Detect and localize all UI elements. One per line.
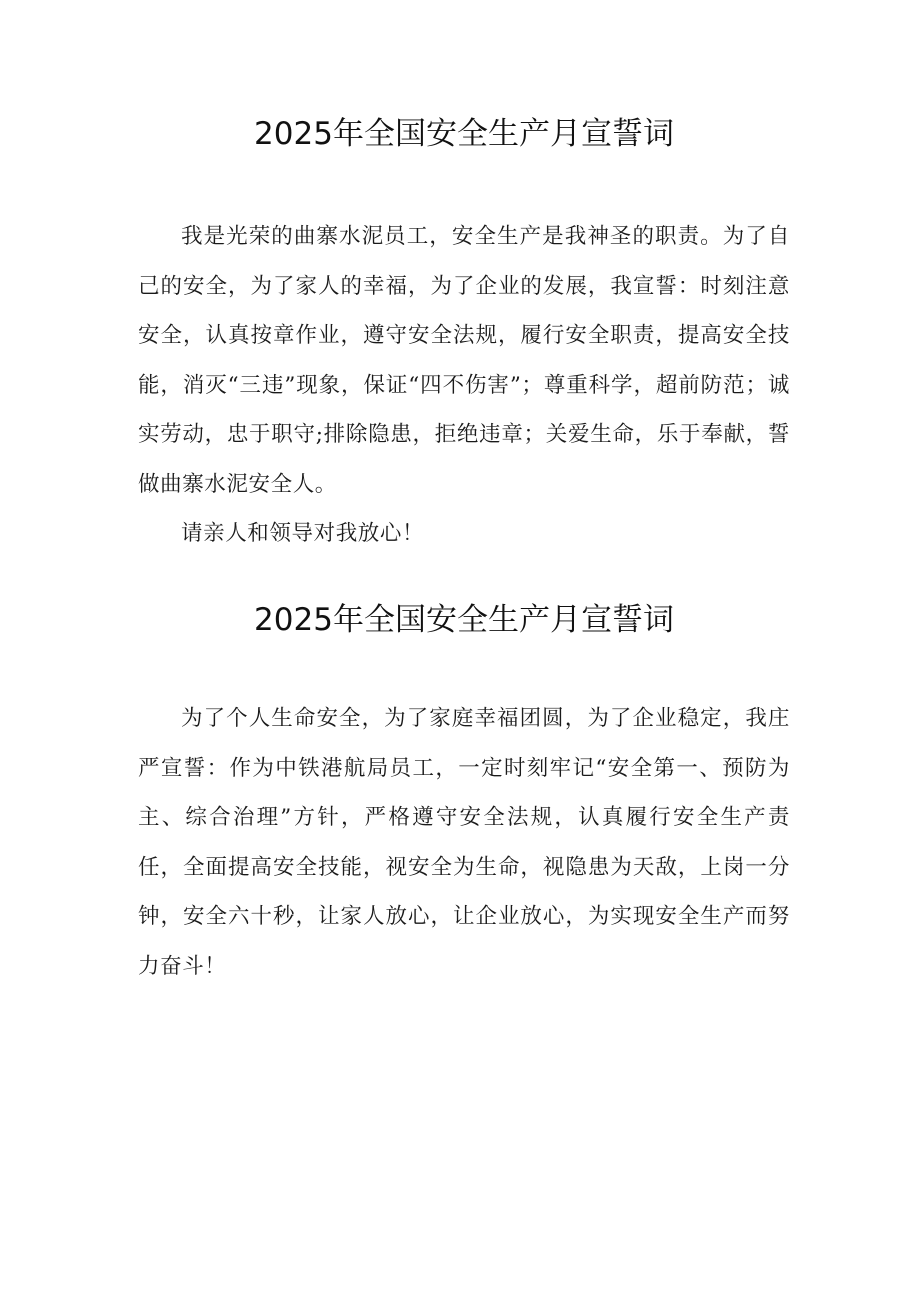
oath-paragraph: 我是光荣的曲寨水泥员工，安全生产是我神圣的职责。为了自己的安全，为了家人的幸福，为了企业的发展，我宣誓：时刻注意安全，认真按章作业，遵守安全法规，履行安全职责，提高安全技能，消灭“三违”现象，保证“四不伤害”；尊重科学，超前防范；诚实劳动，忠于职守;排除隐患，拒绝违章；关爱生命，乐于奉献，誓做曲寨水泥安全人。: [138, 224, 790, 497]
section-title: 2025年全国安全生产月宣誓词: [254, 116, 674, 152]
oath-section-1: [138, 112, 790, 559]
section-title: 2025年全国安全生产月宣誓词: [254, 602, 674, 638]
oath-section-2: [138, 598, 790, 991]
oath-paragraph: 为了个人生命安全，为了家庭幸福团圆，为了企业稳定，我庄严宣誓：作为中铁港航局员工，一定时刻牢记“安全第一、预防为主、综合治理”方针，严格遵守安全法规，认真履行安全生产责任，全面提高安全技能，视安全为生命，视隐患为天敌，上岗一分钟，安全六十秒，让家人放心，让企业放心，为实现安全生产而努力奋斗！: [138, 706, 790, 979]
closing-paragraph: 请亲人和领导对我放心！: [181, 521, 425, 546]
